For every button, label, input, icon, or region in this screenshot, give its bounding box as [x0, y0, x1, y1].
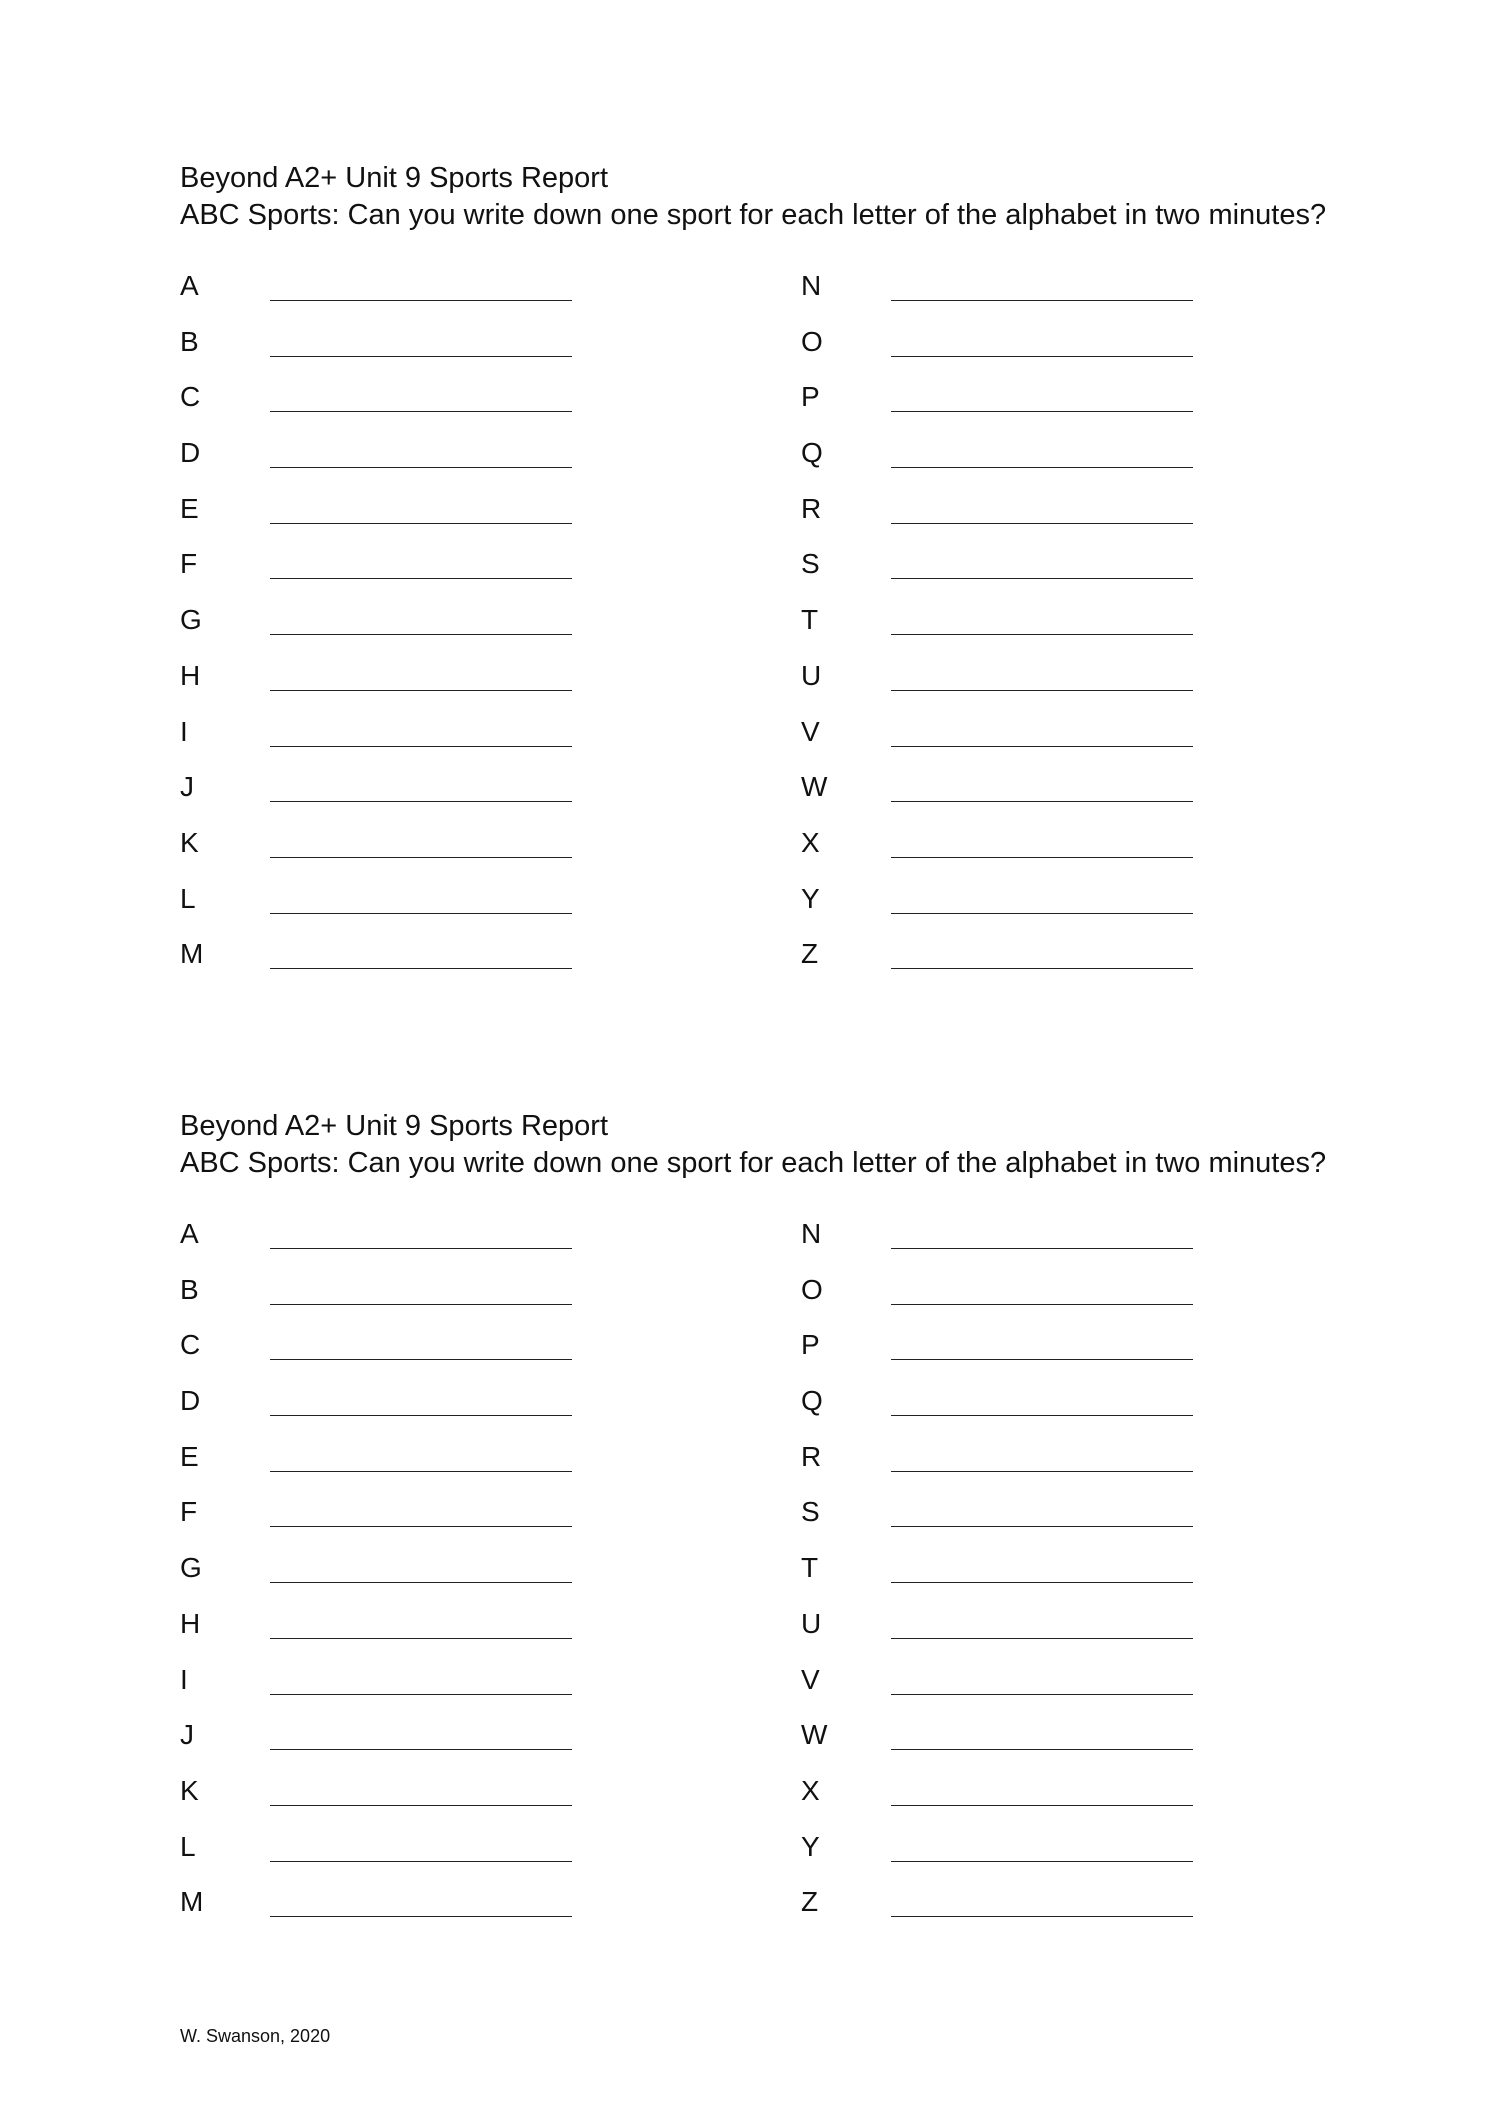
- row-letter: J: [180, 1719, 194, 1751]
- row-letter: R: [801, 1440, 822, 1472]
- answer-row: [801, 936, 1301, 992]
- row-letter: M: [180, 1886, 204, 1918]
- answer-line[interactable]: [891, 634, 1193, 635]
- answer-line[interactable]: [891, 523, 1193, 524]
- answer-row: [180, 1494, 680, 1550]
- answer-row: [801, 324, 1301, 380]
- answer-row: [180, 769, 680, 825]
- answer-row: [801, 1884, 1301, 1940]
- answer-line[interactable]: [270, 968, 572, 969]
- answer-line[interactable]: [891, 578, 1193, 579]
- row-letter: M: [180, 938, 204, 970]
- row-letter: Q: [801, 1385, 823, 1417]
- answer-line[interactable]: [270, 1526, 572, 1527]
- answer-row: [801, 1550, 1301, 1606]
- answer-row: [801, 1439, 1301, 1495]
- answer-line[interactable]: [270, 523, 572, 524]
- answer-line[interactable]: [891, 690, 1193, 691]
- answer-row: [180, 602, 680, 658]
- answer-line[interactable]: [270, 1415, 572, 1416]
- footer-credit: W. Swanson, 2020: [180, 2026, 331, 2046]
- row-letter: I: [180, 715, 188, 747]
- row-letter: L: [180, 882, 196, 914]
- left-column: [180, 1216, 680, 1940]
- answer-line[interactable]: [270, 356, 572, 357]
- row-letter: Z: [801, 938, 819, 970]
- answer-line[interactable]: [270, 1359, 572, 1360]
- answer-line[interactable]: [270, 690, 572, 691]
- answer-row: [180, 1383, 680, 1439]
- answer-line[interactable]: [270, 1916, 572, 1917]
- answer-line[interactable]: [891, 1471, 1193, 1472]
- row-letter: N: [801, 270, 822, 301]
- answer-row: [801, 714, 1301, 770]
- answer-line[interactable]: [270, 411, 572, 412]
- worksheet-1: [180, 160, 1330, 988]
- worksheet-instructions: ABC Sports: Can you write down one sport for each letter of the alphabet in two minutes?: [180, 1147, 1327, 1179]
- row-letter: P: [801, 1329, 820, 1361]
- row-letter: Y: [801, 882, 820, 914]
- row-letter: N: [801, 1218, 822, 1249]
- answer-line[interactable]: [891, 913, 1193, 914]
- row-letter: S: [801, 548, 820, 580]
- answer-row: [801, 268, 1301, 324]
- answer-line[interactable]: [270, 1638, 572, 1639]
- row-letter: S: [801, 1496, 820, 1528]
- answer-line[interactable]: [891, 411, 1193, 412]
- answer-row: [180, 881, 680, 937]
- letter-columns: [180, 1216, 1330, 1936]
- answer-line[interactable]: [270, 1304, 572, 1305]
- answer-row: [180, 1662, 680, 1718]
- answer-line[interactable]: [270, 913, 572, 914]
- answer-row: [180, 546, 680, 602]
- row-letter: D: [180, 437, 201, 469]
- answer-row: [180, 1327, 680, 1383]
- row-letter: O: [801, 1273, 823, 1305]
- row-letter: F: [180, 1496, 198, 1528]
- answer-row: [801, 769, 1301, 825]
- answer-line[interactable]: [891, 1415, 1193, 1416]
- answer-line[interactable]: [891, 1916, 1193, 1917]
- answer-row: [801, 1717, 1301, 1773]
- row-letter: E: [180, 1440, 199, 1472]
- answer-row: [180, 268, 680, 324]
- answer-row: [801, 1829, 1301, 1885]
- answer-row: [801, 379, 1301, 435]
- answer-row: [180, 1550, 680, 1606]
- answer-row: [180, 1717, 680, 1773]
- answer-line[interactable]: [891, 968, 1193, 969]
- answer-row: [801, 1606, 1301, 1662]
- answer-line[interactable]: [270, 634, 572, 635]
- row-letter: C: [180, 381, 201, 413]
- row-letter: T: [801, 604, 819, 636]
- answer-line[interactable]: [270, 300, 572, 301]
- answer-line[interactable]: [270, 801, 572, 802]
- answer-row: [801, 658, 1301, 714]
- row-letter: I: [180, 1663, 188, 1695]
- row-letter: Z: [801, 1886, 819, 1918]
- answer-row: [801, 546, 1301, 602]
- row-letter: Q: [801, 437, 823, 469]
- row-letter: F: [180, 548, 198, 580]
- row-letter: Y: [801, 1830, 820, 1862]
- row-letter: W: [801, 771, 828, 803]
- answer-row: [180, 435, 680, 491]
- answer-line[interactable]: [891, 857, 1193, 858]
- answer-row: [180, 1884, 680, 1940]
- answer-row: [801, 602, 1301, 658]
- answer-row: [801, 881, 1301, 937]
- answer-line[interactable]: [891, 1638, 1193, 1639]
- row-letter: K: [180, 1774, 199, 1806]
- letter-columns: [180, 268, 1330, 988]
- right-column: [801, 1216, 1301, 1940]
- answer-line[interactable]: [891, 1582, 1193, 1583]
- worksheet-instructions: ABC Sports: Can you write down one sport for each letter of the alphabet in two minutes?: [180, 199, 1327, 231]
- worksheet-2: [180, 1108, 1330, 1936]
- answer-row: [801, 1272, 1301, 1328]
- row-letter: B: [180, 1273, 199, 1305]
- right-column: [801, 268, 1301, 992]
- answer-row: [801, 825, 1301, 881]
- answer-line[interactable]: [891, 1248, 1193, 1249]
- row-letter: L: [180, 1830, 196, 1862]
- row-letter: R: [801, 492, 822, 524]
- answer-row: [180, 1829, 680, 1885]
- row-letter: T: [801, 1552, 819, 1584]
- answer-row: [180, 825, 680, 881]
- answer-line[interactable]: [270, 746, 572, 747]
- answer-line[interactable]: [891, 1805, 1193, 1806]
- answer-row: [801, 1327, 1301, 1383]
- answer-line[interactable]: [270, 578, 572, 579]
- answer-row: [180, 658, 680, 714]
- answer-line[interactable]: [891, 746, 1193, 747]
- row-letter: G: [180, 604, 202, 636]
- row-letter: O: [801, 325, 823, 357]
- row-letter: H: [180, 1607, 201, 1639]
- row-letter: P: [801, 381, 820, 413]
- answer-line[interactable]: [270, 1471, 572, 1472]
- row-letter: A: [180, 1218, 199, 1249]
- answer-line[interactable]: [270, 1805, 572, 1806]
- row-letter: C: [180, 1329, 201, 1361]
- answer-line[interactable]: [270, 1694, 572, 1695]
- row-letter: K: [180, 826, 199, 858]
- row-letter: W: [801, 1719, 828, 1751]
- row-letter: B: [180, 325, 199, 357]
- answer-row: [180, 1439, 680, 1495]
- answer-row: [180, 1773, 680, 1829]
- row-letter: X: [801, 826, 820, 858]
- answer-row: [180, 491, 680, 547]
- row-letter: H: [180, 659, 201, 691]
- row-letter: V: [801, 715, 820, 747]
- row-letter: D: [180, 1385, 201, 1417]
- row-letter: U: [801, 659, 822, 691]
- worksheet-title: Beyond A2+ Unit 9 Sports Report: [180, 162, 609, 194]
- answer-row: [180, 324, 680, 380]
- answer-row: [801, 1383, 1301, 1439]
- answer-row: [801, 1662, 1301, 1718]
- answer-row: [180, 1216, 680, 1272]
- answer-row: [801, 435, 1301, 491]
- row-letter: E: [180, 492, 199, 524]
- left-column: [180, 268, 680, 992]
- answer-line[interactable]: [891, 1749, 1193, 1750]
- answer-line[interactable]: [891, 1861, 1193, 1862]
- answer-row: [180, 1272, 680, 1328]
- answer-line[interactable]: [270, 1248, 572, 1249]
- answer-line[interactable]: [891, 467, 1193, 468]
- answer-line[interactable]: [270, 1749, 572, 1750]
- answer-row: [801, 1773, 1301, 1829]
- row-letter: G: [180, 1552, 202, 1584]
- answer-row: [180, 714, 680, 770]
- answer-line[interactable]: [891, 1694, 1193, 1695]
- answer-line[interactable]: [270, 1861, 572, 1862]
- answer-row: [180, 936, 680, 992]
- answer-row: [180, 1606, 680, 1662]
- answer-line[interactable]: [270, 1582, 572, 1583]
- answer-line[interactable]: [891, 300, 1193, 301]
- answer-line[interactable]: [891, 1526, 1193, 1527]
- answer-line[interactable]: [891, 1304, 1193, 1305]
- row-letter: U: [801, 1607, 822, 1639]
- answer-row: [801, 1494, 1301, 1550]
- answer-line[interactable]: [270, 467, 572, 468]
- answer-row: [180, 379, 680, 435]
- answer-row: [801, 1216, 1301, 1272]
- row-letter: V: [801, 1663, 820, 1695]
- answer-row: [801, 491, 1301, 547]
- row-letter: J: [180, 771, 194, 803]
- answer-line[interactable]: [891, 356, 1193, 357]
- answer-line[interactable]: [270, 857, 572, 858]
- row-letter: X: [801, 1774, 820, 1806]
- row-letter: A: [180, 270, 199, 301]
- answer-line[interactable]: [891, 801, 1193, 802]
- worksheet-title: Beyond A2+ Unit 9 Sports Report: [180, 1110, 609, 1142]
- answer-line[interactable]: [891, 1359, 1193, 1360]
